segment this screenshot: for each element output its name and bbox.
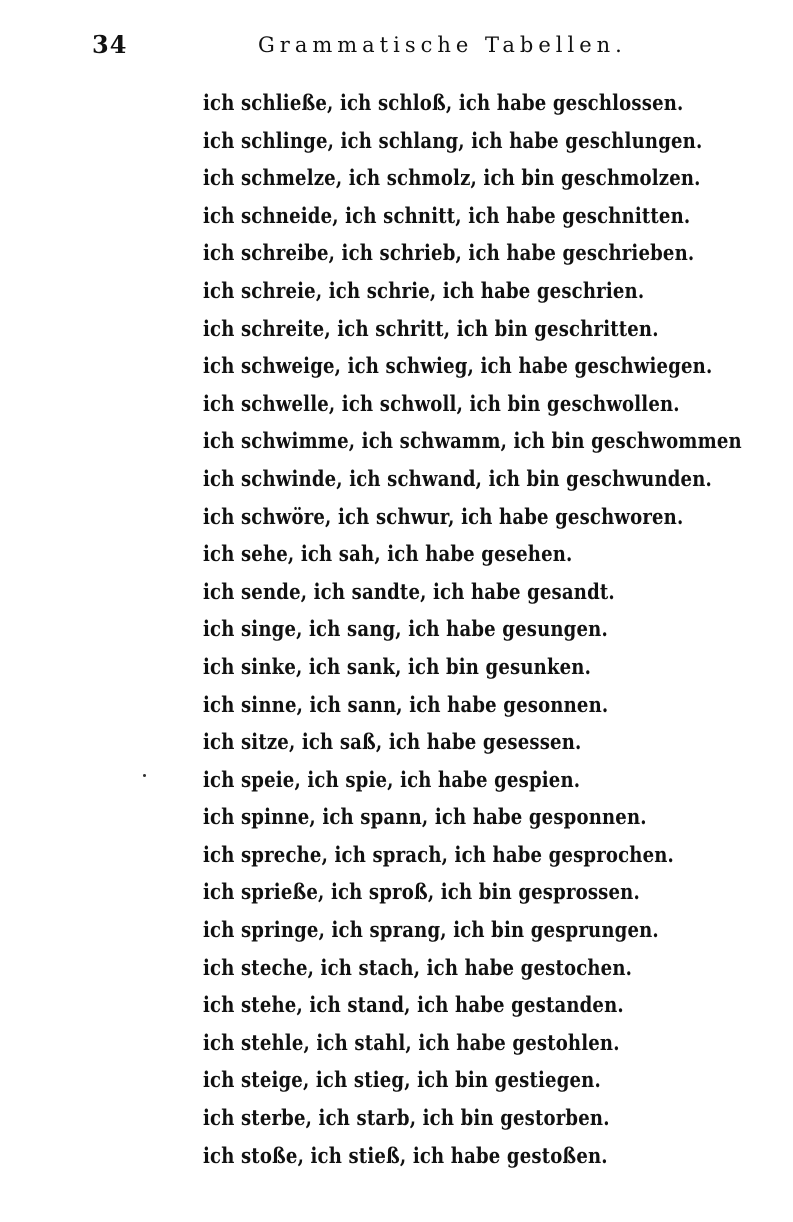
verb-line: ich schweige, ich schwieg, ich habe geschwiegen. (203, 353, 713, 379)
verb-line: ich schwinde, ich schwand, ich bin geschwunden. (203, 465, 712, 491)
verb-line: ich stehle, ich stahl, ich habe gestohlen. (203, 1029, 620, 1055)
verb-line: ich schwöre, ich schwur, ich habe geschworen. (203, 503, 684, 529)
verb-line: ich sinke, ich sank, ich bin gesunken. (203, 653, 592, 679)
verb-line: ich sehe, ich sah, ich habe gesehen. (203, 541, 573, 567)
verb-line: ich sinne, ich sann, ich habe gesonnen. (203, 691, 609, 717)
verb-line: ich singe, ich sang, ich habe gesungen. (203, 616, 608, 642)
verb-line: ich schlinge, ich schlang, ich habe geschlungen. (203, 127, 703, 153)
verb-line: ich schmelze, ich schmolz, ich bin geschmolzen. (203, 165, 701, 191)
verb-line: ich schwimme, ich schwamm, ich bin geschwommen (203, 428, 742, 454)
verb-line: ich schließe, ich schloß, ich habe geschlossen. (203, 90, 684, 115)
verb-line: ich schreie, ich schrie, ich habe geschrien. (203, 277, 645, 303)
verb-line: ich schneide, ich schnitt, ich habe geschnitten. (203, 202, 691, 228)
running-head: Grammatische Tabellen. (258, 33, 627, 57)
verb-line: ich schreite, ich schritt, ich bin geschritten. (203, 315, 659, 341)
verb-line: ich sitze, ich saß, ich habe gesessen. (203, 729, 582, 755)
verb-line: ich sprieße, ich sproß, ich bin gesprossen. (203, 879, 640, 905)
verb-line: ich spinne, ich spann, ich habe gesponnen. (203, 804, 647, 830)
page-number: 34 (92, 30, 128, 59)
verb-line: ich steige, ich stieg, ich bin gestiegen. (203, 1067, 601, 1093)
verb-line: ich sende, ich sandte, ich habe gesandt. (203, 578, 615, 604)
verb-line: ich schreibe, ich schrieb, ich habe geschrieben. (203, 240, 695, 266)
verb-line: ich steche, ich stach, ich habe gestochen. (203, 954, 633, 980)
verb-line: ich sterbe, ich starb, ich bin gestorben. (203, 1105, 610, 1131)
verb-line: ich springe, ich sprang, ich bin gesprungen. (203, 917, 659, 943)
ink-speck (143, 774, 146, 777)
verb-line: ich spreche, ich sprach, ich habe gesprochen. (203, 841, 675, 867)
verb-line: ich stehe, ich stand, ich habe gestanden. (203, 992, 624, 1018)
verb-line: ich speie, ich spie, ich habe gespien. (203, 766, 581, 792)
verb-line: ich schwelle, ich schwoll, ich bin geschwollen. (203, 390, 680, 416)
verb-line: ich stoße, ich stieß, ich habe gestoßen. (203, 1142, 608, 1168)
verb-conjugation-list (203, 84, 763, 1174)
